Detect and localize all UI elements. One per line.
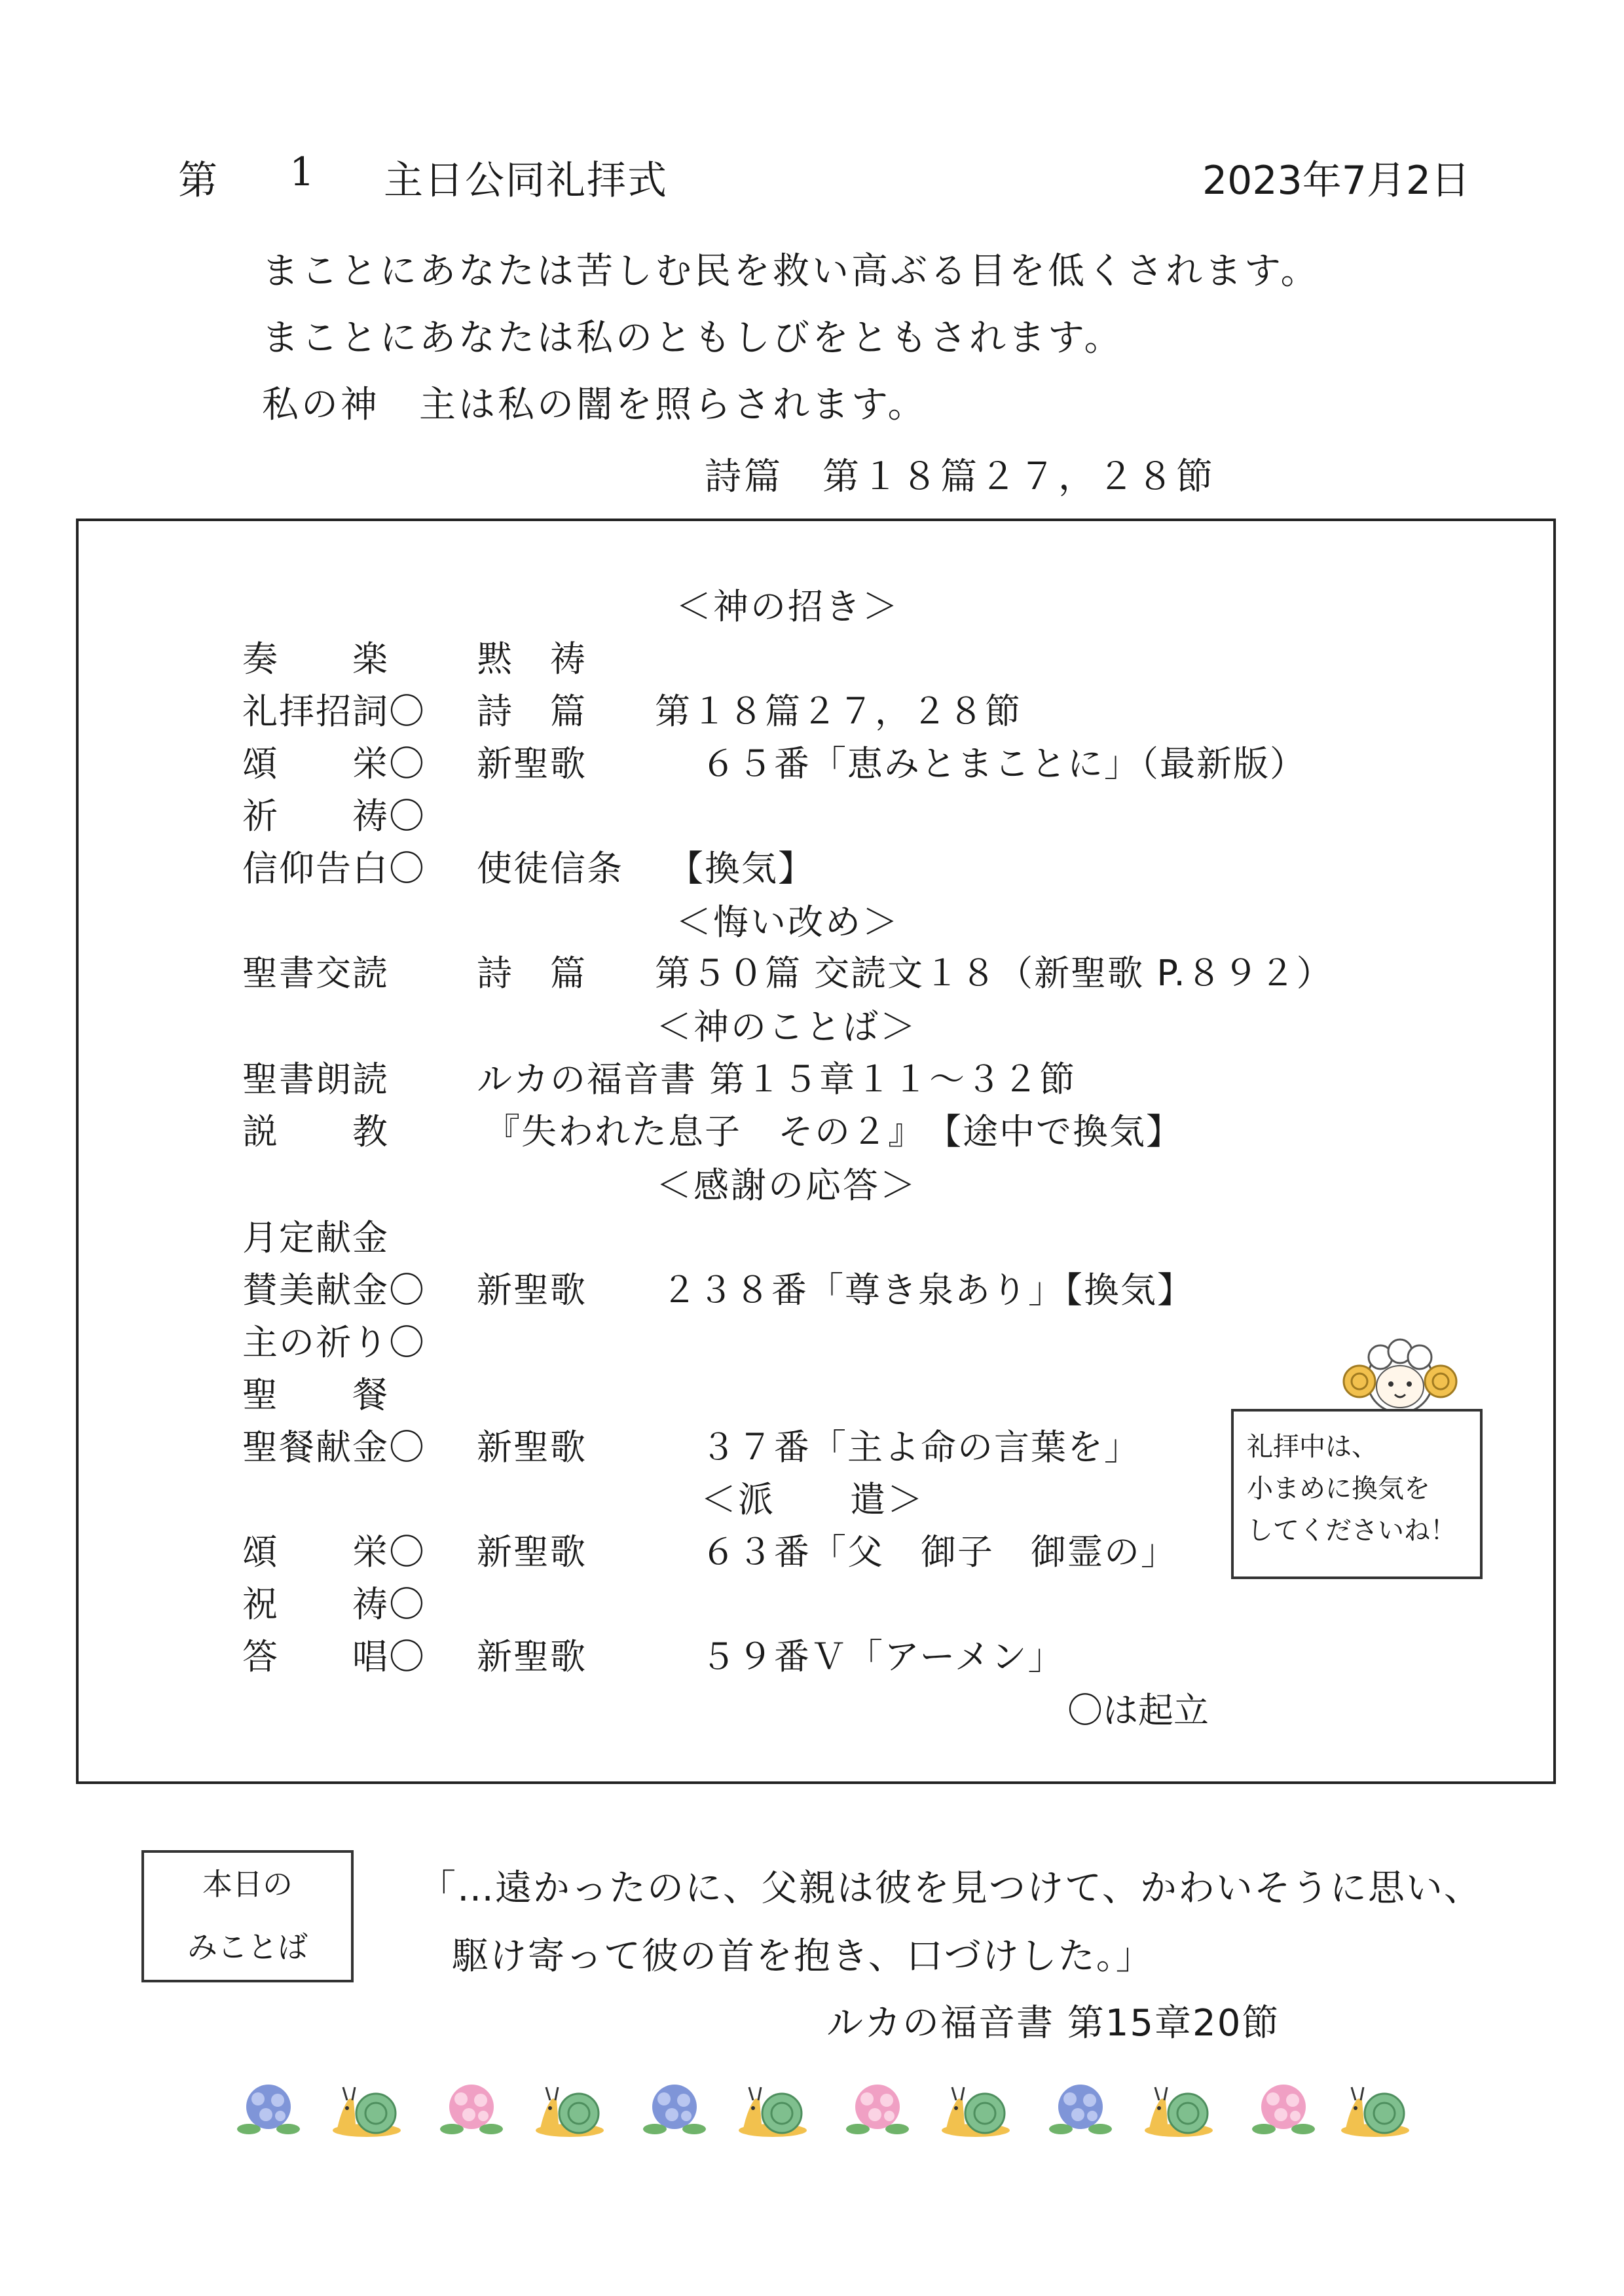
row-detail: 詩 篇 bbox=[477, 691, 587, 732]
section-word-of-god: ＜神のことば＞ bbox=[656, 1006, 917, 1048]
row-detail: 新聖歌 bbox=[477, 1636, 587, 1677]
todays-word-label-1: 本日の bbox=[202, 1867, 293, 1902]
service-title: 主日公同礼拝式 bbox=[384, 158, 668, 204]
todays-word-reference: ルカの福音書 第15章20節 bbox=[826, 2002, 1280, 2045]
header-dai: 第 bbox=[178, 158, 219, 204]
service-date: 2023年7月2日 bbox=[1202, 158, 1471, 204]
row-detail-2: ５９番Ｖ「アーメン」 bbox=[701, 1636, 1065, 1677]
row-item: 奏 楽 bbox=[242, 638, 389, 680]
section-sending: ＜派 遣＞ bbox=[701, 1479, 925, 1520]
row-item: 賛美献金〇 bbox=[242, 1269, 426, 1311]
verse-line-2: まことにあなたは私のともしびをともされます。 bbox=[262, 317, 1124, 359]
row-item: 主の祈り〇 bbox=[242, 1322, 426, 1363]
row-detail: 使徒信条 bbox=[477, 848, 623, 889]
row-detail: 新聖歌 bbox=[477, 743, 587, 784]
row-detail: 新聖歌 bbox=[477, 1269, 587, 1311]
row-detail-2: 第１８篇２７，２８節 bbox=[655, 691, 1022, 732]
order-row bbox=[79, 945, 1553, 998]
order-of-worship-box bbox=[76, 519, 1556, 1784]
row-item: 信仰告白〇 bbox=[242, 848, 426, 889]
order-row bbox=[79, 1051, 1553, 1104]
todays-word-quote-2: 駆け寄って彼の首を抱き、口づけした。」 bbox=[452, 1935, 1154, 1978]
order-row bbox=[79, 788, 1553, 841]
order-row bbox=[79, 683, 1553, 736]
row-item: 礼拝招詞〇 bbox=[242, 691, 426, 732]
row-detail: 『失われた息子 その２』 【途中で換気】 bbox=[485, 1111, 1183, 1152]
callout-line-2: 小まめに換気を bbox=[1247, 1474, 1430, 1504]
row-detail-2: ６３番「父 御子 御霊の」 bbox=[701, 1531, 1177, 1573]
ventilation-callout bbox=[1231, 1409, 1483, 1579]
order-row bbox=[79, 1629, 1553, 1681]
row-detail-2: 第５０篇 交読文１８（新聖歌 P.８９２） bbox=[655, 953, 1333, 994]
order-row bbox=[79, 1315, 1553, 1367]
callout-line-3: してくださいね！ bbox=[1247, 1516, 1456, 1546]
order-row bbox=[79, 1104, 1553, 1156]
section-repentance: ＜悔い改め＞ bbox=[676, 902, 900, 943]
row-detail: 新聖歌 bbox=[477, 1427, 587, 1468]
row-detail: 新聖歌 bbox=[477, 1531, 587, 1573]
row-detail: 詩 篇 bbox=[477, 953, 587, 994]
order-row bbox=[79, 631, 1553, 683]
row-item: 月定献金 bbox=[242, 1217, 389, 1258]
todays-word-label-box bbox=[141, 1850, 354, 1982]
row-detail-2: 【換気】 bbox=[668, 848, 815, 889]
row-item: 聖 餐 bbox=[242, 1374, 389, 1415]
section-thanksgiving: ＜感謝の応答＞ bbox=[656, 1165, 917, 1206]
standing-note: 〇は起立 bbox=[1067, 1690, 1209, 1731]
callout-line-1: 礼拝中は、 bbox=[1247, 1432, 1378, 1462]
order-row bbox=[79, 1262, 1553, 1315]
verse-reference: 詩篇 第１８篇２７，２８節 bbox=[705, 456, 1215, 498]
section-call-to-worship: ＜神の招き＞ bbox=[676, 586, 900, 627]
row-item: 聖書朗読 bbox=[242, 1059, 389, 1100]
row-item: 祈 祷〇 bbox=[242, 795, 426, 837]
row-item: 説 教 bbox=[242, 1111, 389, 1152]
row-detail: ルカの福音書 第１５章１１～３２節 bbox=[477, 1059, 1077, 1100]
row-detail: 黙 祷 bbox=[477, 638, 587, 680]
row-item: 聖餐献金〇 bbox=[242, 1427, 426, 1468]
verse-line-3: 私の神 主は私の闇を照らされます。 bbox=[262, 384, 927, 426]
service-number: 1 bbox=[289, 149, 316, 195]
order-row bbox=[79, 1210, 1553, 1262]
order-row bbox=[79, 736, 1553, 788]
todays-word-label-2: みことば bbox=[187, 1929, 308, 1965]
row-item: 頌 栄〇 bbox=[242, 1531, 426, 1573]
row-detail-2: ２３８番「尊き泉あり」【換気】 bbox=[661, 1269, 1194, 1311]
order-row bbox=[79, 841, 1553, 893]
row-detail-2: ３７番「主よ命の言葉を」 bbox=[701, 1427, 1141, 1468]
row-item: 祝 祷〇 bbox=[242, 1584, 426, 1625]
row-detail-2: ６５番「恵みとまことに」（最新版） bbox=[701, 743, 1306, 784]
row-item: 頌 栄〇 bbox=[242, 743, 426, 784]
order-row bbox=[79, 1576, 1553, 1629]
row-item: 答 唱〇 bbox=[242, 1636, 426, 1677]
hydrangea-snail-border bbox=[216, 2068, 1414, 2146]
verse-line-1: まことにあなたは苦しむ民を救い高ぶる目を低くされます。 bbox=[262, 250, 1320, 293]
row-item: 聖書交読 bbox=[242, 953, 389, 994]
sheep-illustration bbox=[1341, 1334, 1459, 1419]
todays-word-quote-1: 「…遠かったのに、父親は彼を見つけて、かわいそうに思い、 bbox=[419, 1867, 1482, 1910]
